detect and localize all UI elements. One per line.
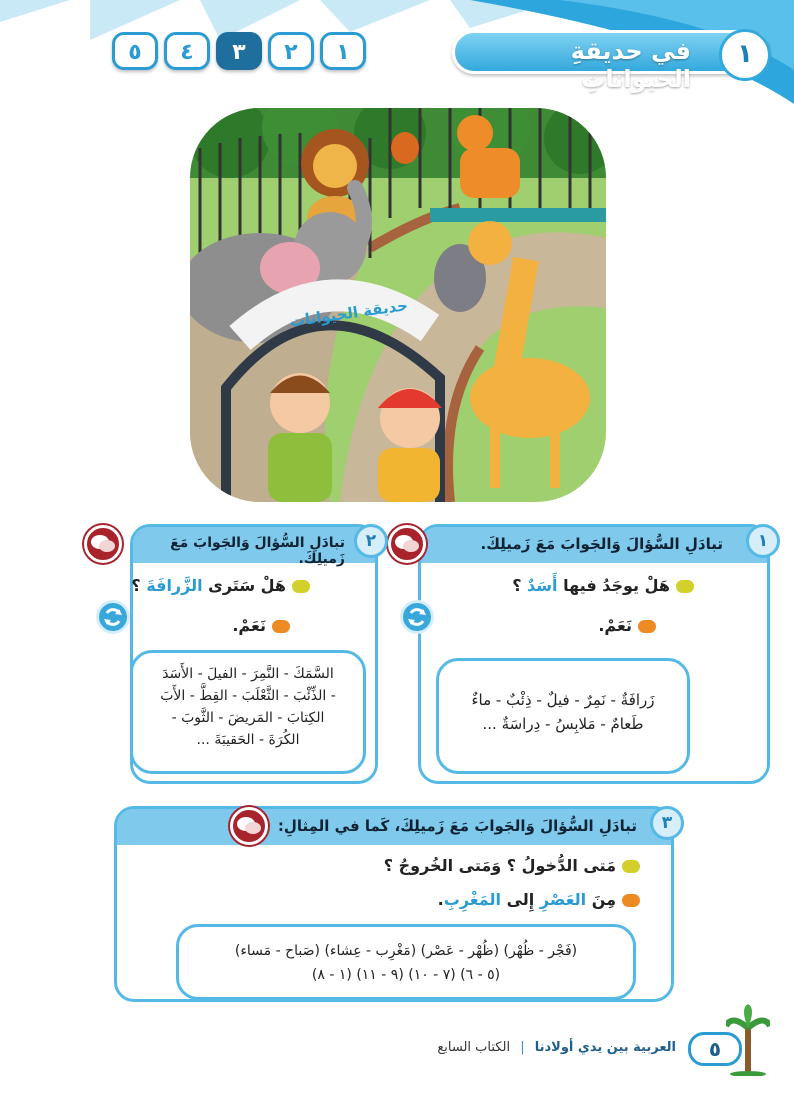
unit-number: ١ [719, 29, 771, 81]
lesson-tab-4[interactable]: ٤ [164, 32, 210, 70]
talk-icon [388, 525, 426, 563]
question-keyword: الزَّرافَةَ [146, 576, 203, 595]
page-header [0, 0, 794, 120]
zoo-illustration [190, 108, 606, 502]
talk-icon [230, 807, 268, 845]
word-bank-line-1: السَّمَكَ - النَّمِرَ - الفيلَ - الأَسَدَ [162, 666, 334, 682]
word-bank-line-2: - الذِّئْبَ - الثَّعْلَبَ - القِطَّ - الأَبَ [160, 688, 336, 704]
answer-bubble-icon [622, 894, 640, 907]
gate-sign: حديقة الحيوانات [288, 296, 410, 331]
answer-keyword-1: العَصْرِ [539, 890, 587, 909]
activity-1-number: ١ [746, 524, 780, 558]
activity-2-header [133, 527, 375, 567]
unit-title-pill [452, 30, 770, 93]
activity-3-answer [438, 890, 640, 909]
footer-separator: | [520, 1040, 525, 1055]
question-mark: ؟ [512, 576, 522, 595]
activity-1-answer [598, 616, 656, 635]
answer-connector: إِلى [506, 890, 535, 909]
activity-3-header [117, 809, 671, 845]
word-bank-line-2: (٥ - ٦) (٧ - ١٠) (٩ - ١١) (١ - ٨) [311, 967, 501, 983]
book-info [437, 1040, 676, 1055]
activity-3-number: ٣ [650, 806, 684, 840]
activity-1-question [512, 576, 694, 595]
lesson-tab-1[interactable]: ١ [320, 32, 366, 70]
page-number: ٥ [688, 1032, 742, 1066]
question-bubble-icon [622, 860, 640, 873]
activity-2-instruction: تبادَلِ السُّؤالَ وَالجَوابَ مَعَ زَميلِكَ. [170, 535, 345, 567]
activity-1-header [421, 527, 767, 563]
word-bank-line-4: الكُرَةَ - الحَقيبَةَ ... [196, 732, 300, 748]
unit-title: في حديقةِ الحيواناتِ [570, 37, 691, 93]
answer-bubble-icon [638, 620, 656, 633]
question-text: هَلْ يوجَدُ فيها [563, 576, 670, 595]
answer-bubble-icon [272, 620, 290, 633]
activity-2-answer [232, 616, 290, 635]
answer-text: مِنَ [591, 890, 616, 909]
activity-2-question [131, 576, 310, 595]
activity-2-number: ٢ [354, 524, 388, 558]
answer-period: . [437, 890, 444, 909]
series-title: العربية بين يدي أولادنا [534, 1040, 676, 1055]
activity-2-word-bank [130, 650, 366, 774]
lesson-tab-3[interactable]: ٣ [216, 32, 262, 70]
answer-text: نَعَمْ. [598, 616, 632, 635]
lesson-tab-2[interactable]: ٢ [268, 32, 314, 70]
activity-3-instruction: تبادَلِ السُّؤالَ وَالجَوابَ مَعَ زَميلِكَ، كَما في المِثالِ: [277, 817, 637, 835]
activity-1-instruction: تبادَلِ السُّؤالَ وَالجَوابَ مَعَ زَميلِكَ. [480, 535, 723, 553]
answer-keyword-2: المَغْرِبِ [443, 890, 502, 909]
swap-roles-icon [96, 600, 130, 634]
question-mark: ؟ [131, 576, 141, 595]
swap-roles-icon [400, 600, 434, 634]
question-bubble-icon [676, 580, 694, 593]
page-footer [0, 1020, 794, 1080]
answer-text: نَعَمْ. [232, 616, 266, 635]
activity-3-word-bank [176, 924, 636, 1000]
book-title: الكتاب السابع [437, 1040, 511, 1055]
activity-1-word-bank [436, 658, 690, 774]
word-bank-line-1: (فَجْر - ظُهْر) (ظُهْر - عَصْر) (مَغْرِب - عِشاء) (صَباح - مَساء) [234, 943, 578, 959]
lesson-tabs [112, 32, 368, 72]
word-bank-line-3: الكِتابَ - المَريضَ - الثَّوبَ - [171, 710, 325, 726]
activity-3-question [384, 856, 640, 875]
word-bank-line-2: طَعامٌ - مَلابِسُ - دِراسَةٌ ... [482, 715, 644, 733]
zoo-scene [190, 108, 606, 502]
question-text: هَلْ سَتَرى [208, 576, 286, 595]
question-text: مَتى الدُّخولُ ؟ وَمَتى الخُروجُ ؟ [383, 856, 616, 875]
word-bank-line-1: زَرافَةٌ - نَمِرٌ - فيلٌ - ذِئْبٌ - ماءٌ [471, 691, 655, 709]
question-keyword: أَسَدٌ [527, 576, 558, 595]
talk-icon [84, 525, 122, 563]
question-bubble-icon [292, 580, 310, 593]
lesson-tab-5[interactable]: ٥ [112, 32, 158, 70]
